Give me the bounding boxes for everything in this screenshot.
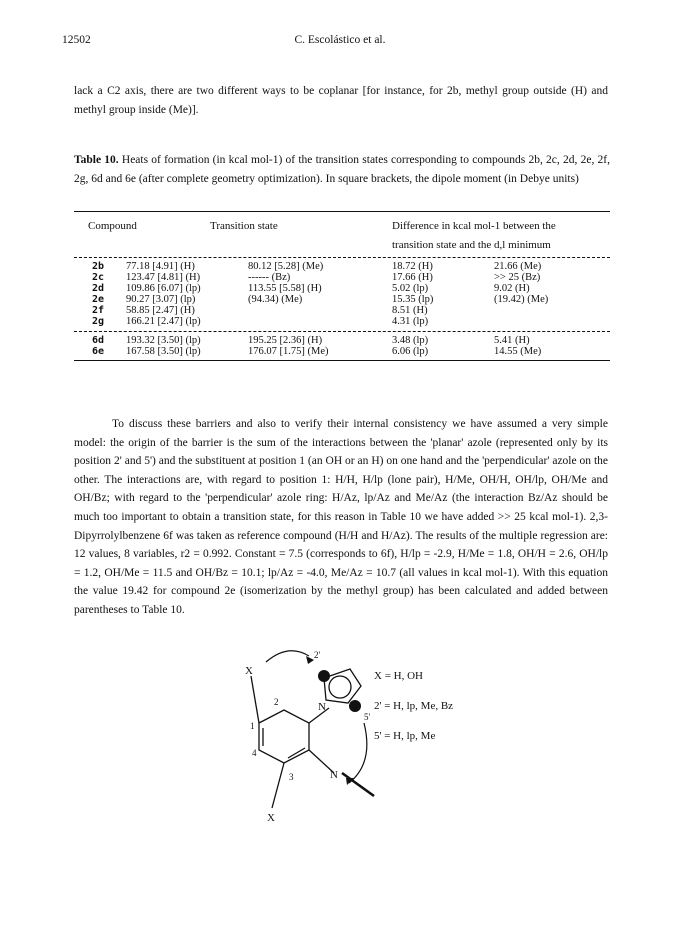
cell-difference-2: 9.02 (H): [494, 283, 530, 294]
cell-difference-1: 8.51 (H): [392, 305, 428, 316]
cell-transition-state-1: 123.47 [4.81] (H): [126, 272, 201, 283]
running-title: C. Escolástico et al.: [294, 34, 386, 46]
table-header-rule: [74, 257, 610, 258]
cell-difference-1: 18.72 (H): [392, 261, 433, 272]
cell-difference-2: 14.55 (Me): [494, 346, 542, 357]
cell-compound: 6e: [92, 346, 105, 357]
table-bottom-rule: [74, 360, 610, 361]
cell-difference-2: >> 25 (Bz): [494, 272, 541, 283]
label-5-prime: 5': [364, 712, 371, 722]
table-top-rule: [74, 211, 610, 212]
table-row: [74, 335, 610, 346]
table-caption-text: Heats of formation (in kcal mol-1) of the transition states corresponding to compounds 2b, 2c, 2d, 2e, 2f, 2g, 6d and 6e (after complete geometry optimization). In square brackets, the dipole moment (in Debye units): [74, 154, 611, 185]
cell-difference-1: 3.48 (lp): [392, 335, 429, 346]
legend-2-prime: 2' = H, lp, Me, Bz: [374, 700, 454, 712]
cell-difference-1: 17.66 (H): [392, 272, 433, 283]
atom-2p-sphere: [318, 670, 330, 682]
cell-transition-state-1: 109.86 [6.07] (lp): [126, 283, 201, 294]
cell-transition-state-2: 80.12 [5.28] (Me): [248, 261, 324, 272]
cell-transition-state-1: 193.32 [3.50] (lp): [126, 335, 201, 346]
table-row: [74, 261, 610, 272]
label-2: 2: [274, 697, 279, 707]
cell-transition-state-1: 166.21 [2.47] (lp): [126, 316, 201, 327]
label-2-prime: 2': [314, 650, 321, 660]
cell-difference-2: (19.42) (Me): [494, 294, 549, 305]
legend-5-prime: 5' = H, lp, Me: [374, 730, 436, 742]
structure-drawing: [214, 638, 474, 863]
label-3: 3: [289, 772, 294, 782]
cell-transition-state-1: 58.85 [2.47] (H): [126, 305, 195, 316]
cell-compound: 2e: [92, 294, 105, 305]
cell-difference-2: 21.66 (Me): [494, 261, 542, 272]
cell-transition-state-1: 90.27 [3.07] (lp): [126, 294, 196, 305]
label-n2: N: [330, 769, 338, 781]
running-header: [0, 34, 680, 50]
cell-compound: 2b: [92, 261, 105, 272]
table-row: [74, 272, 610, 283]
label-x-bottom: X: [267, 812, 275, 824]
cell-difference-1: 6.06 (lp): [392, 346, 429, 357]
table-row: [74, 305, 610, 316]
header-difference-1: Difference in kcal mol-1 between the: [392, 220, 556, 232]
atom-5p-sphere: [349, 700, 361, 712]
cell-transition-state-1: 167.58 [3.50] (lp): [126, 346, 201, 357]
label-4: 4: [252, 748, 257, 758]
cell-difference-2: 5.41 (H): [494, 335, 530, 346]
table-label: Table 10.: [74, 154, 119, 166]
cell-transition-state-2: ------ (Bz): [248, 272, 291, 283]
cell-compound: 6d: [92, 335, 105, 346]
table-row: [74, 346, 610, 357]
table-caption: [74, 151, 610, 188]
label-x-top: X: [245, 665, 253, 677]
header-difference-2: transition state and the d,l minimum: [392, 239, 551, 251]
table-mid-rule: [74, 331, 610, 332]
table-row: [74, 316, 610, 327]
label-1: 1: [250, 721, 255, 731]
cell-transition-state-2: 176.07 [1.75] (Me): [248, 346, 329, 357]
cell-difference-1: 4.31 (lp): [392, 316, 429, 327]
header-transition-state: Transition state: [210, 220, 278, 232]
label-n1: N: [318, 701, 326, 713]
cell-transition-state-2: 195.25 [2.36] (H): [248, 335, 323, 346]
cell-difference-1: 5.02 (lp): [392, 283, 429, 294]
legend-x: X = H, OH: [374, 670, 423, 682]
cell-compound: 2g: [92, 316, 105, 327]
cell-compound: 2f: [92, 305, 105, 316]
cell-compound: 2c: [92, 272, 105, 283]
cell-difference-1: 15.35 (lp): [392, 294, 434, 305]
cell-transition-state-1: 77.18 [4.91] (H): [126, 261, 195, 272]
header-compound: Compound: [88, 220, 137, 232]
cell-compound: 2d: [92, 283, 105, 294]
cell-transition-state-2: 113.55 [5.58] (H): [248, 283, 322, 294]
page-number: 12502: [62, 34, 91, 46]
table-row: [74, 294, 610, 305]
chemical-structure-figure: [214, 638, 474, 863]
paragraph-2: To discuss these barriers and also to verify their internal consistency we have assumed a very simple model: the origin of the barrier is the sum of the interactions between the 'planar' azole (represented only by its position 2' and 5') and the substituent at position 1 (an OH or an H) on one hand and the 'perpendicular' azole on the other. The interactions are, with regard to position 1: H/H, H/lp (lone pair), H/Me, OH/H, OH/lp, OH/Me and OH/Bz; with regard to the 'perpendicular' azole ring: H/Az, lp/Az and Me/Az (the interaction Bz/Az should be much too important to obtain a transition state, for this reason in Table 10 we have added >> 25 kcal mol-1). 2,3-Dipyrrolylbenzene 6f was taken as reference compound (H/H and H/Az). The results of the multiple regression are: 12 values, 8 variables, r2 = 0.992. Constant = 7.5 (corresponds to 6f), H/lp = -2.9, H/Me = 1.8, OH/H = 2.6, OH/lp = 1.2, OH/Me = 11.5 and OH/Bz = 10.1; lp/Az = -4.0, Me/Az = 10.7 (all values in kcal mol-1). With this equation the value 19.42 for compound 2e (isomerization by the methyl group) has been calculated and added between parentheses to Table 10.: [74, 418, 608, 616]
cell-transition-state-2: (94.34) (Me): [248, 294, 303, 305]
table-row: [74, 283, 610, 294]
paragraph-1: lack a C2 axis, there are two different ways to be coplanar [for instance, for 2b, methyl group outside (H) and methyl group inside (Me)].: [74, 85, 608, 116]
